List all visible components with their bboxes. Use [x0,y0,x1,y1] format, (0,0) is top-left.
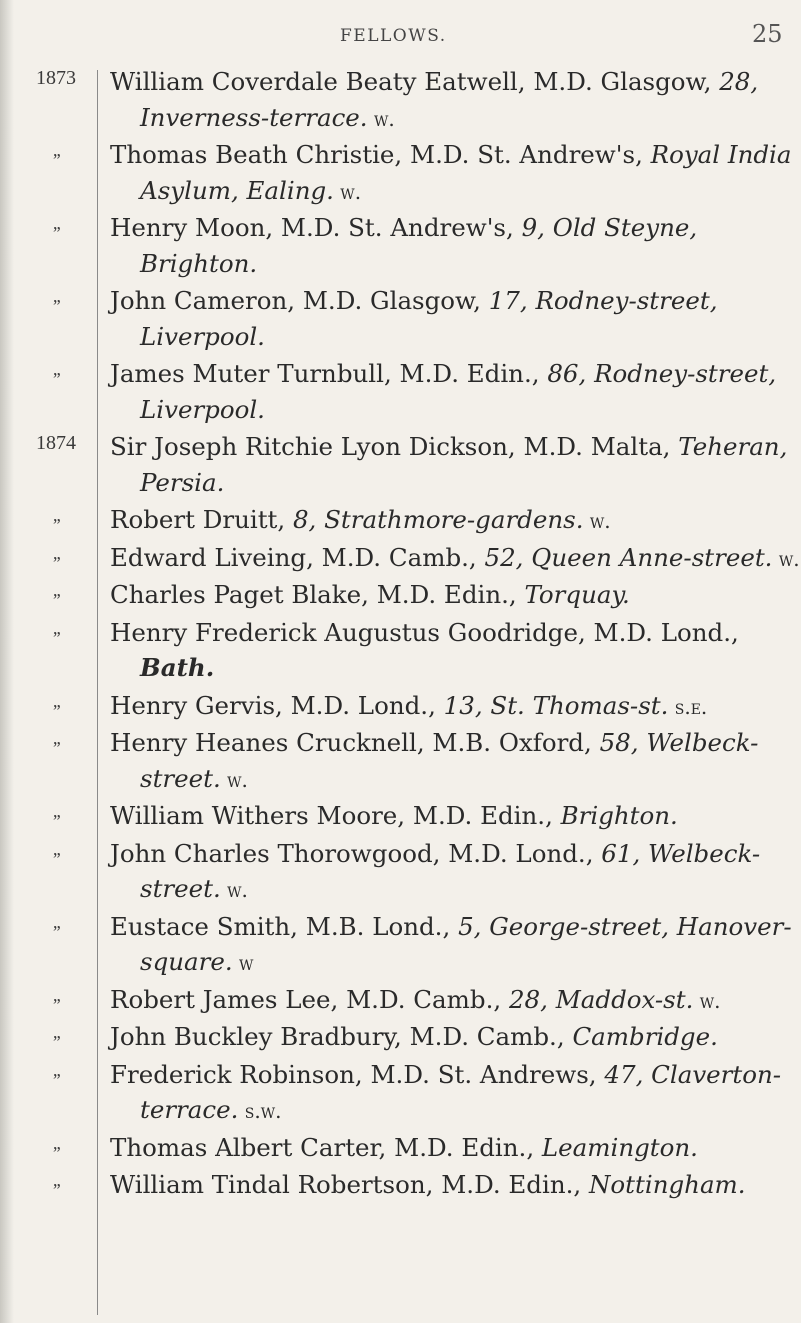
list-item [0,1057,801,1130]
entry-year: ,, [53,838,60,859]
entry-year: ,, [53,911,60,932]
list-item [0,64,801,137]
entry-text [110,1130,801,1168]
list-item [0,688,801,726]
entry-postal: w. [367,106,395,131]
list-item [0,577,801,615]
entry-text [110,798,801,836]
list-item [0,1130,801,1168]
entry-postal: w. [693,988,721,1013]
entry-year: 1873 [36,67,76,89]
entry-text [110,836,801,909]
entry-name: William Tindal Robertson, M.D. Edin., [110,1170,589,1199]
entry-year: ,, [53,213,60,233]
entry-address: 5, George-street, Hanover-square. [140,911,792,976]
entry-name: Henry Frederick Augustus Goodridge, M.D. Lond., [110,617,739,647]
entry-text [110,502,801,540]
list-item [0,429,801,502]
entry-postal: w. [220,878,248,902]
entry-address: 52, Queen Anne-street. [484,542,773,572]
entry-name: Thomas Beath Christie, M.D. St. Andrew's, [110,140,651,169]
entry-address: 8, Strathmore-gardens. [292,505,584,534]
fellows-list [0,64,801,1205]
entry-text [110,982,801,1020]
list-item [0,210,801,283]
list-item [0,1019,801,1057]
entry-year: ,, [53,1059,60,1080]
entry-address: 61, Welbeck-street. [140,838,761,903]
entry-name: Edward Liveing, M.D. Camb., [110,542,485,572]
entry-year: ,, [53,580,60,600]
entry-text [110,615,801,688]
entry-address: Leamington. [541,1132,698,1162]
entry-text [110,725,801,798]
entry-address: 17, Rodney-street, Liverpool. [140,286,718,351]
list-item [0,502,801,540]
running-title: FELLOWS. [340,26,447,46]
entry-postal: w. [333,179,362,204]
entry-address: Brighton. [560,801,678,830]
entry-year: ,, [53,1132,60,1153]
list-item [0,540,801,578]
entry-year: ,, [53,728,60,748]
entry-name: Henry Moon, M.D. St. Andrew's, [110,213,522,242]
page-number: 25 [752,20,783,48]
entry-name: Eustace Smith, M.B. Lond., [110,911,459,941]
entry-postal: w. [772,546,800,571]
entry-name: Henry Gervis, M.D. Lond., [110,690,444,720]
entry-text [110,137,801,210]
entry-postal: w. [220,767,248,792]
entry-address: 58, Welbeck-street. [140,728,759,793]
entry-year: ,, [53,984,60,1005]
entry-address: Royal India Asylum, Ealing. [140,140,792,205]
entry-year: ,, [53,1022,60,1042]
entry-year: ,, [53,140,60,160]
entry-year: ,, [53,690,60,711]
entry-text [110,210,801,283]
entry-address: 28, Maddox-st. [508,984,694,1014]
entry-year: 1874 [36,432,76,454]
list-item [0,283,801,356]
list-item [0,909,801,982]
list-item [0,137,801,210]
page-header [0,18,801,50]
entry-address: Bath. [140,653,215,682]
entry-address: 13, St. Thomas-st. [443,690,669,720]
entry-text [110,909,801,982]
entry-address: 47, Claverton-terrace. [140,1059,782,1124]
list-item [0,798,801,836]
entry-text [110,577,801,615]
entry-year: ,, [53,359,60,379]
list-item [0,836,801,909]
entry-name: John Buckley Bradbury, M.D. Camb., [110,1022,573,1051]
entry-text [110,540,801,578]
entry-text [110,356,801,429]
entry-name: William Coverdale Beaty Eatwell, M.D. Glasgow, [110,67,720,96]
entry-name: John Cameron, M.D. Glasgow, [110,286,489,315]
entry-text [110,1057,801,1130]
entry-year: ,, [53,801,60,821]
entry-text [110,64,801,137]
entry-address: 9, Old Steyne, Brighton. [140,213,698,278]
entry-name: William Withers Moore, M.D. Edin., [110,801,561,830]
entry-postal: w [232,951,254,975]
entry-address: Nottingham. [588,1170,746,1199]
entry-text [110,688,801,726]
entry-address: 86, Rodney-street, Liverpool. [140,359,777,424]
entry-year: ,, [53,286,60,306]
list-item [0,615,801,688]
entry-postal: w. [583,509,611,533]
entry-name: James Muter Turnbull, M.D. Edin., [110,359,548,388]
entry-name: Charles Paget Blake, M.D. Edin., [110,580,525,609]
list-item [0,982,801,1020]
entry-postal: s.w. [238,1099,282,1123]
entry-name: Henry Heanes Crucknell, M.B. Oxford, [110,728,600,757]
entry-address: Cambridge. [572,1022,718,1051]
entry-postal: s.e. [668,694,708,719]
entry-year: ,, [53,505,60,525]
list-item [0,1167,801,1205]
entry-address: Torquay. [524,580,630,609]
entry-text [110,283,801,356]
entry-year: ,, [53,617,60,638]
entry-text [110,1019,801,1057]
entry-name: Robert James Lee, M.D. Camb., [110,984,509,1014]
list-item [0,725,801,798]
entry-address: 28, Inverness-terrace. [140,67,759,132]
entry-year: ,, [53,542,60,563]
entry-name: Robert Druitt, [110,505,293,534]
entry-text [110,1167,801,1205]
entry-address: Teheran, Persia. [140,432,788,497]
entry-name: John Charles Thorowgood, M.D. Lond., [110,838,602,868]
entry-name: Sir Joseph Ritchie Lyon Dickson, M.D. Malta, [110,432,679,461]
entry-name: Frederick Robinson, M.D. St. Andrews, [110,1059,605,1089]
list-item [0,356,801,429]
entry-name: Thomas Albert Carter, M.D. Edin., [110,1132,542,1162]
entry-year: ,, [53,1170,60,1190]
entry-text [110,429,801,502]
